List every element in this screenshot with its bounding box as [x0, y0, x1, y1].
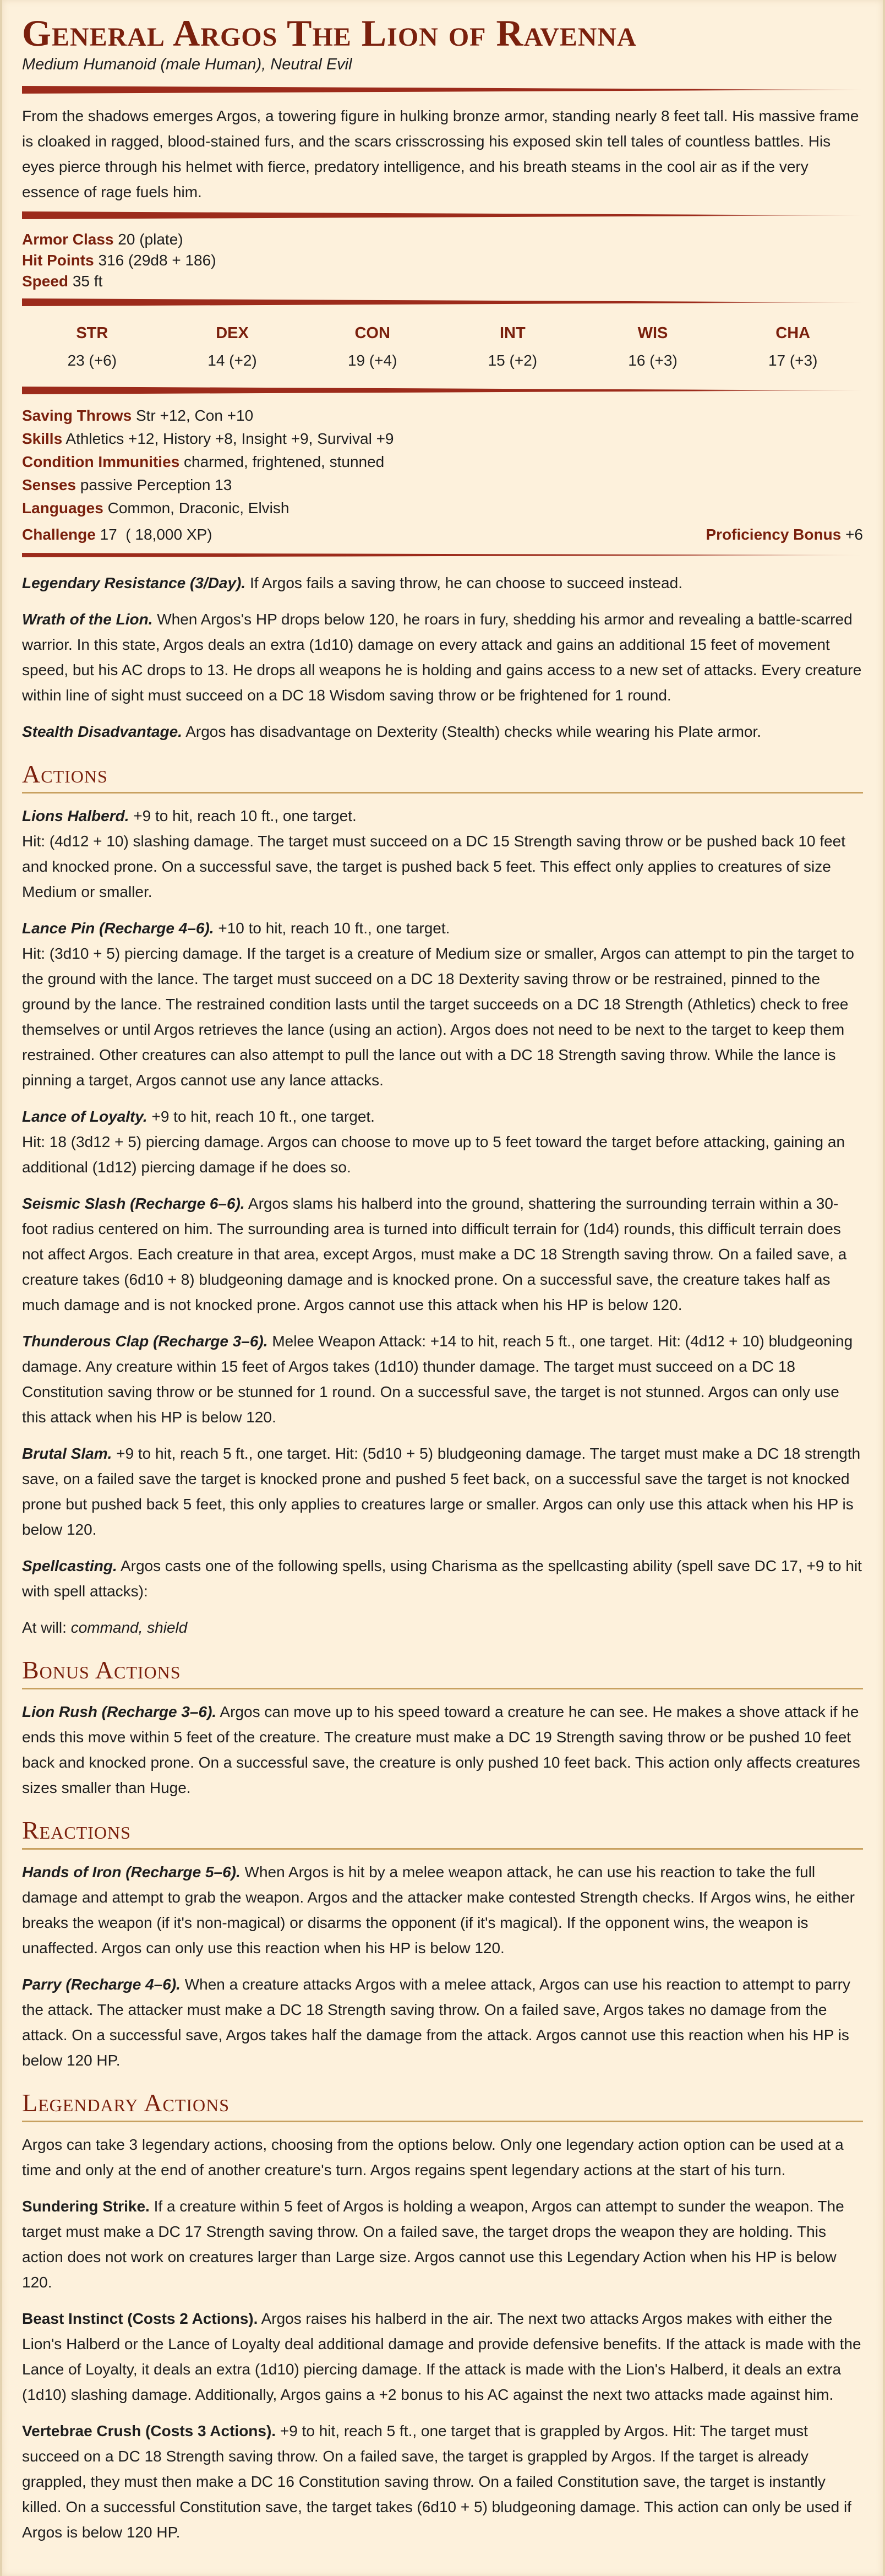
- action-lance-pin: Lance Pin (Recharge 4–6). +10 to hit, reach 10 ft., one target. Hit: (3d10 + 5) piercing damage. If the target is a creature of Medium size or smaller, Argos can attempt to pin the target to the ground with the lance. The target must succeed on a DC 18 Dexterity saving throw or be restrained, pinned to the ground by the lance. The restrained condition lasts until the target succeeds on a DC 18 Strength (Athletics) check to free themselves or until Argos retrieves the lance (using an action). Argos does not need to be next to the target to keep them restrained. Other creatures can also attempt to pull the lance out with a DC 18 Strength saving throw. While the lance is pinning a target, Argos cannot use any lance attacks.: [22, 920, 854, 1089]
- bonus-action-lion-rush: Lion Rush (Recharge 3–6). Argos can move up to his speed toward a creature he can see. He makes a shove attack if he ends this move within 5 feet of the creature. The creature must make a DC 19 Strength saving throw or be pushed 10 feet back and knocked prone. On a successful save, the creature is only pushed 10 feet back. This action only affects creatures sizes smaller than Huge.: [22, 1703, 860, 1796]
- proficiency-bonus: Proficiency Bonus +6: [706, 526, 863, 543]
- legendary-vertebrae-crush: Vertebrae Crush (Costs 3 Actions). +9 to hit, reach 5 ft., one target that is grappled by Argos. Hit: The target must succeed on a DC 18 Strength saving throw. On a failed save, the target is grappled by Argos. If the target is already grappled, they must then make a DC 16 Constitution saving throw. On a failed Constitution save, the target is instantly killed. On a successful Constitution save, the target takes (6d10 + 5) bludgeoning damage. This action can only be used if Argos is below 120 HP.: [22, 2422, 851, 2541]
- ability-wis: WIS 16 (+3): [628, 324, 678, 369]
- trait-legendary-resistance: Legendary Resistance (3/Day). If Argos fails a saving throw, he can choose to succeed instead.: [22, 574, 682, 591]
- actions-list: [22, 803, 863, 1640]
- legendary-beast-instinct: Beast Instinct (Costs 2 Actions). Argos raises his halberd in the air. The next two attacks Argos makes with either the Lion's Halberd or the Lance of Loyalty deal additional damage and provide defensive benefits. If the attack is made with the Lance of Loyalty, it deals an extra (1d10) piercing damage. If the attack is made with the Lion's Halberd, it deals an extra (1d10) slashing damage. Additionally, Argos gains a +2 bonus to his AC against the next two attacks made against him.: [22, 2310, 861, 2403]
- monster-description: From the shadows emerges Argos, a towering figure in hulking bronze armor, standing nearly 8 feet tall. His massive frame is cloaked in ragged, blood-stained furs, and the scars crisscrossing his exposed skin tell tales of countless battles. His eyes pierce through his helmet with fierce, predatory intelligence, and his breath steams in the cool air as if the very essence of rage fuels him.: [22, 107, 859, 200]
- saving-throws: Saving Throws Str +12, Con +10: [22, 407, 254, 424]
- action-spellcasting: Spellcasting. Argos casts one of the following spells, using Charisma as the spellcasting ability (spell save DC 17, +9 to hit with spell attacks):: [22, 1557, 862, 1600]
- divider: [22, 387, 863, 394]
- properties: [22, 404, 863, 546]
- hit-points: Hit Points 316 (29d8 + 186): [22, 252, 216, 269]
- ability-str: STR 23 (+6): [67, 324, 117, 369]
- action-brutal-slam: Brutal Slam. +9 to hit, reach 5 ft., one target. Hit: (5d10 + 5) bludgeoning damage. The target must make a DC 18 strength save, on a failed save the target is knocked prone and pushed 5 feet back, on a successful save the target is not knocked prone but pushed back 5 feet, this only applies to creatures large or smaller. Argos can only use this attack when his HP is below 120.: [22, 1445, 861, 1538]
- challenge-row: [22, 520, 863, 546]
- divider: [22, 211, 863, 219]
- divider: [22, 298, 863, 306]
- section-title-legendary-actions: Legendary Actions: [22, 2088, 863, 2122]
- reaction-hands-of-iron: Hands of Iron (Recharge 5–6). When Argos is hit by a melee weapon attack, he can use his reaction to take the full damage and attempt to grab the weapon. Argos and the attacker make contested Strength checks. If Argos wins, he either breaks the weapon (if it's non-magical) or disarms the opponent (if it's magical). If the opponent wins, the weapon is unaffected. Argos can only use this reaction when his HP is below 120.: [22, 1863, 855, 1957]
- skills: Skills Athletics +12, History +8, Insight +9, Survival +9: [22, 430, 394, 447]
- legendary-actions-intro: Argos can take 3 legendary actions, choosing from the options below. Only one legendary action option can be used at a time and only at the end of another creature's turn. Argos regains spent legendary actions at the start of his turn.: [22, 2136, 844, 2178]
- action-lions-halberd: Lions Halberd. +9 to hit, reach 10 ft., one target. Hit: (4d12 + 10) slashing damage. The target must succeed on a DC 15 Strength saving throw or be pushed back 10 feet and knocked prone. On a successful save, the target is pushed back 5 feet. This effect only applies to creatures of size Medium or smaller.: [22, 807, 846, 900]
- monster-name: General Argos The Lion of Ravenna: [22, 12, 637, 54]
- section-title-reactions: Reactions: [22, 1815, 863, 1850]
- divider: [22, 86, 863, 94]
- bonus-actions-list: [22, 1699, 863, 1801]
- ability-dex: DEX 14 (+2): [207, 324, 257, 369]
- reactions-list: [22, 1860, 863, 2073]
- challenge: Challenge 17 ( 18,000 XP): [22, 526, 212, 543]
- trait-stealth-disadvantage: Stealth Disadvantage. Argos has disadvantage on Dexterity (Stealth) checks while wearing his Plate armor.: [22, 723, 762, 740]
- reaction-parry: Parry (Recharge 4–6). When a creature attacks Argos with a melee attack, Argos can use his reaction to attempt to parry the attack. The attacker must make a DC 18 Strength saving throw. On a failed save, Argos takes no damage from the attack. On a successful save, Argos takes half the damage from the attack. Argos cannot use this reaction when his HP is below 120 HP.: [22, 1976, 850, 2069]
- defenses: [22, 229, 863, 292]
- speed: Speed 35 ft: [22, 273, 103, 290]
- legendary-actions-list: [22, 2132, 863, 2545]
- monster-meta: Medium Humanoid (male Human), Neutral Evil: [22, 56, 352, 73]
- condition-immunities: Condition Immunities charmed, frightened, stunned: [22, 453, 385, 470]
- ability-con: CON 19 (+4): [347, 324, 397, 369]
- divider: [22, 553, 863, 557]
- ability-int: INT 15 (+2): [488, 324, 538, 369]
- spellcasting-at-will: At will: command, shield: [22, 1619, 188, 1636]
- ability-cha: CHA 17 (+3): [768, 324, 818, 369]
- languages: Languages Common, Draconic, Elvish: [22, 499, 289, 517]
- traits: [22, 570, 863, 744]
- senses: Senses passive Perception 13: [22, 476, 232, 493]
- action-lance-of-loyalty: Lance of Loyalty. +9 to hit, reach 10 ft., one target. Hit: 18 (3d12 + 5) piercing damage. Argos can choose to move up to 5 feet toward the target before attacking, gaining an additional (1d12) piercing damage if he does so.: [22, 1108, 845, 1176]
- action-thunderous-clap: Thunderous Clap (Recharge 3–6). Melee Weapon Attack: +14 to hit, reach 5 ft., one target. Hit: (4d12 + 10) bludgeoning damage. Any creature within 15 feet of Argos takes (1d10) thunder damage. The target must succeed on a DC 18 Constitution saving throw or be stunned for 1 round. On a successful save, the target is not stunned. Argos can only use this attack when his HP is below 120.: [22, 1333, 853, 1426]
- trait-wrath-of-the-lion: Wrath of the Lion. When Argos's HP drops below 120, he roars in fury, shedding his armor and revealing a battle-scarred warrior. In this state, Argos deals an extra (1d10) damage on every attack and gains an additional 15 feet of movement speed, but his AC drops to 13. He drops all weapons he is holding and gains access to a new set of attacks. Every creature within line of sight must succeed on a DC 18 Wisdom saving throw or be frightened for 1 round.: [22, 611, 862, 704]
- ability-scores: [22, 316, 863, 380]
- section-title-actions: Actions: [22, 759, 863, 794]
- armor-class: Armor Class 20 (plate): [22, 231, 183, 248]
- action-seismic-slash: Seismic Slash (Recharge 6–6). Argos slams his halberd into the ground, shattering the surrounding terrain within a 30-foot radius centered on him. The surrounding area is turned into difficult terrain for (1d4) rounds, this difficult terrain does not affect Argos. Each creature in that area, except Argos, must make a DC 18 Strength saving throw. On a failed save, a creature takes (6d10 + 8) bludgeoning damage and is knocked prone. On a successful save, the creature takes half as much damage and is not knocked prone. Argos cannot use this attack when his HP is below 120.: [22, 1195, 847, 1313]
- legendary-sundering-strike: Sundering Strike. If a creature within 5 feet of Argos is holding a weapon, Argos can attempt to sunder the weapon. The target must make a DC 17 Strength saving throw. On a failed save, the target drops the weapon they are holding. This action does not work on creatures larger than Large size. Argos cannot use this Legendary Action when his HP is below 120.: [22, 2198, 844, 2291]
- section-title-bonus-actions: Bonus Actions: [22, 1655, 863, 1689]
